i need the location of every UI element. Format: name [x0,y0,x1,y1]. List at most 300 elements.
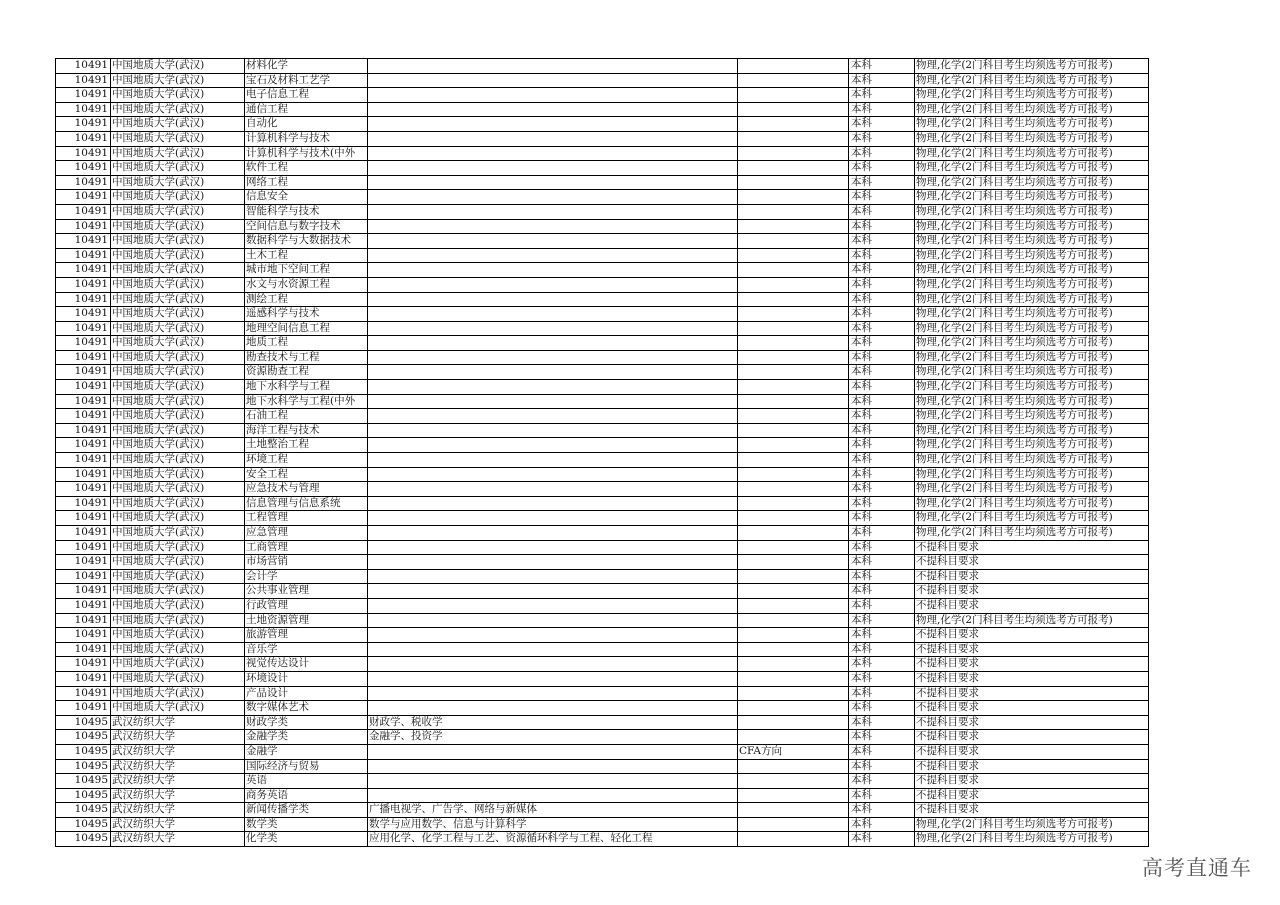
major-name-cell: 国际经济与贸易 [245,759,368,774]
level-cell: 本科 [849,307,915,322]
table-row [56,248,1149,263]
school-name-cell: 中国地质大学(武汉) [111,219,245,234]
major-name-cell: 数字媒体艺术 [245,701,368,716]
major-name-cell: 地理空间信息工程 [245,321,368,336]
remark-cell [738,774,849,789]
major-name-cell: 信息管理与信息系统 [245,496,368,511]
remark-cell [738,146,849,161]
level-cell: 本科 [849,701,915,716]
subject-requirement-cell: 不提科目要求 [915,701,1149,716]
remark-cell [738,657,849,672]
school-code-cell: 10491 [56,204,111,219]
included-majors-cell [368,657,738,672]
level-cell: 本科 [849,657,915,672]
table-row [56,584,1149,599]
subject-requirement-cell: 不提科目要求 [915,686,1149,701]
school-name-cell: 中国地质大学(武汉) [111,657,245,672]
school-name-cell: 中国地质大学(武汉) [111,394,245,409]
subject-requirement-cell: 不提科目要求 [915,803,1149,818]
table-row [56,321,1149,336]
subject-requirement-cell: 物理,化学(2门科目考生均须选考方可报考) [915,526,1149,541]
school-code-cell: 10491 [56,511,111,526]
remark-cell [738,409,849,424]
school-code-cell: 10491 [56,175,111,190]
table-row [56,496,1149,511]
included-majors-cell [368,175,738,190]
remark-cell [738,321,849,336]
remark-cell [738,730,849,745]
subject-requirement-cell: 不提科目要求 [915,642,1149,657]
level-cell: 本科 [849,350,915,365]
school-code-cell: 10491 [56,336,111,351]
school-name-cell: 中国地质大学(武汉) [111,628,245,643]
major-name-cell: 土地资源管理 [245,613,368,628]
remark-cell [738,234,849,249]
table-row [56,438,1149,453]
school-code-cell: 10491 [56,161,111,176]
included-majors-cell [368,642,738,657]
major-name-cell: 地下水科学与工程 [245,380,368,395]
major-name-cell: 会计学 [245,569,368,584]
level-cell: 本科 [849,234,915,249]
remark-cell [738,540,849,555]
school-code-cell: 10491 [56,598,111,613]
remark-cell [738,102,849,117]
school-code-cell: 10495 [56,759,111,774]
included-majors-cell [368,248,738,263]
school-code-cell: 10491 [56,73,111,88]
major-name-cell: 化学类 [245,832,368,847]
subject-requirement-cell: 物理,化学(2门科目考生均须选考方可报考) [915,146,1149,161]
table-row [56,788,1149,803]
school-name-cell: 中国地质大学(武汉) [111,642,245,657]
table-row [56,759,1149,774]
remark-cell [738,467,849,482]
included-majors-cell [368,526,738,541]
major-name-cell: 土木工程 [245,248,368,263]
included-majors-cell [368,511,738,526]
subject-requirement-cell: 物理,化学(2门科目考生均须选考方可报考) [915,832,1149,847]
level-cell: 本科 [849,540,915,555]
level-cell: 本科 [849,248,915,263]
school-name-cell: 武汉纺织大学 [111,730,245,745]
level-cell: 本科 [849,569,915,584]
remark-cell [738,394,849,409]
school-code-cell: 10491 [56,613,111,628]
level-cell: 本科 [849,628,915,643]
school-code-cell: 10491 [56,146,111,161]
major-name-cell: 环境设计 [245,671,368,686]
table-row [56,88,1149,103]
major-name-cell: 资源勘查工程 [245,365,368,380]
school-name-cell: 中国地质大学(武汉) [111,307,245,322]
school-code-cell: 10491 [56,88,111,103]
included-majors-cell [368,336,738,351]
included-majors-cell [368,628,738,643]
level-cell: 本科 [849,817,915,832]
remark-cell [738,701,849,716]
table-row [56,423,1149,438]
major-name-cell: 行政管理 [245,598,368,613]
remark-cell [738,817,849,832]
table-row [56,350,1149,365]
school-name-cell: 中国地质大学(武汉) [111,102,245,117]
school-code-cell: 10491 [56,321,111,336]
level-cell: 本科 [849,832,915,847]
major-name-cell: 财政学类 [245,715,368,730]
included-majors-cell [368,744,738,759]
major-name-cell: 应急技术与管理 [245,482,368,497]
table-row [56,817,1149,832]
level-cell: 本科 [849,671,915,686]
remark-cell [738,496,849,511]
school-name-cell: 武汉纺织大学 [111,774,245,789]
school-name-cell: 中国地质大学(武汉) [111,59,245,74]
school-name-cell: 中国地质大学(武汉) [111,423,245,438]
table-body [56,59,1149,847]
level-cell: 本科 [849,277,915,292]
school-name-cell: 中国地质大学(武汉) [111,613,245,628]
school-name-cell: 中国地质大学(武汉) [111,569,245,584]
school-name-cell: 中国地质大学(武汉) [111,263,245,278]
subject-requirement-cell: 物理,化学(2门科目考生均须选考方可报考) [915,161,1149,176]
major-name-cell: 城市地下空间工程 [245,263,368,278]
school-code-cell: 10491 [56,234,111,249]
remark-cell [738,613,849,628]
subject-requirement-cell: 物理,化学(2门科目考生均须选考方可报考) [915,102,1149,117]
remark-cell [738,642,849,657]
subject-requirement-cell: 物理,化学(2门科目考生均须选考方可报考) [915,817,1149,832]
remark-cell [738,365,849,380]
table-row [56,59,1149,74]
included-majors-cell [368,321,738,336]
school-code-cell: 10491 [56,59,111,74]
subject-requirement-cell: 不提科目要求 [915,774,1149,789]
school-name-cell: 中国地质大学(武汉) [111,146,245,161]
included-majors-cell [368,73,738,88]
major-name-cell: 金融学 [245,744,368,759]
school-name-cell: 中国地质大学(武汉) [111,496,245,511]
included-majors-cell: 财政学、税收学 [368,715,738,730]
school-name-cell: 中国地质大学(武汉) [111,438,245,453]
school-name-cell: 中国地质大学(武汉) [111,584,245,599]
remark-cell [738,715,849,730]
subject-requirement-cell: 物理,化学(2门科目考生均须选考方可报考) [915,307,1149,322]
subject-requirement-cell: 物理,化学(2门科目考生均须选考方可报考) [915,613,1149,628]
included-majors-cell [368,350,738,365]
school-code-cell: 10491 [56,365,111,380]
table-row [56,613,1149,628]
table-row [56,832,1149,847]
included-majors-cell [368,292,738,307]
school-name-cell: 中国地质大学(武汉) [111,453,245,468]
school-code-cell: 10495 [56,832,111,847]
school-name-cell: 中国地质大学(武汉) [111,131,245,146]
school-name-cell: 中国地质大学(武汉) [111,175,245,190]
included-majors-cell [368,759,738,774]
included-majors-cell [368,161,738,176]
remark-cell [738,307,849,322]
school-name-cell: 中国地质大学(武汉) [111,292,245,307]
major-name-cell: 通信工程 [245,102,368,117]
subject-requirement-cell: 物理,化学(2门科目考生均须选考方可报考) [915,453,1149,468]
included-majors-cell [368,496,738,511]
included-majors-cell [368,409,738,424]
table-row [56,307,1149,322]
level-cell: 本科 [849,715,915,730]
included-majors-cell [368,569,738,584]
level-cell: 本科 [849,59,915,74]
included-majors-cell [368,598,738,613]
school-code-cell: 10491 [56,569,111,584]
table-row [56,102,1149,117]
school-name-cell: 中国地质大学(武汉) [111,409,245,424]
level-cell: 本科 [849,394,915,409]
included-majors-cell [368,365,738,380]
major-name-cell: 应急管理 [245,526,368,541]
included-majors-cell [368,671,738,686]
school-name-cell: 中国地质大学(武汉) [111,234,245,249]
school-code-cell: 10491 [56,277,111,292]
table-row [56,263,1149,278]
school-name-cell: 中国地质大学(武汉) [111,161,245,176]
included-majors-cell [368,555,738,570]
major-name-cell: 旅游管理 [245,628,368,643]
major-name-cell: 安全工程 [245,467,368,482]
level-cell: 本科 [849,453,915,468]
school-code-cell: 10491 [56,686,111,701]
school-name-cell: 武汉纺织大学 [111,759,245,774]
subject-requirement-cell: 物理,化学(2门科目考生均须选考方可报考) [915,292,1149,307]
table-row [56,292,1149,307]
remark-cell [738,759,849,774]
level-cell: 本科 [849,102,915,117]
school-code-cell: 10495 [56,788,111,803]
school-code-cell: 10491 [56,642,111,657]
table-row [56,175,1149,190]
subject-requirement-cell: 不提科目要求 [915,759,1149,774]
remark-cell [738,555,849,570]
level-cell: 本科 [849,409,915,424]
school-code-cell: 10491 [56,467,111,482]
included-majors-cell [368,788,738,803]
level-cell: 本科 [849,511,915,526]
remark-cell [738,263,849,278]
major-name-cell: 市场营销 [245,555,368,570]
level-cell: 本科 [849,759,915,774]
table-row [56,380,1149,395]
table-row [56,744,1149,759]
school-code-cell: 10495 [56,817,111,832]
school-code-cell: 10491 [56,540,111,555]
table-row [56,234,1149,249]
subject-requirement-cell: 物理,化学(2门科目考生均须选考方可报考) [915,467,1149,482]
subject-requirement-cell: 物理,化学(2门科目考生均须选考方可报考) [915,277,1149,292]
remark-cell [738,336,849,351]
remark-cell [738,832,849,847]
remark-cell [738,190,849,205]
level-cell: 本科 [849,496,915,511]
level-cell: 本科 [849,190,915,205]
level-cell: 本科 [849,219,915,234]
enrollment-table [55,58,1149,847]
major-name-cell: 信息安全 [245,190,368,205]
school-name-cell: 中国地质大学(武汉) [111,701,245,716]
subject-requirement-cell: 物理,化学(2门科目考生均须选考方可报考) [915,234,1149,249]
level-cell: 本科 [849,263,915,278]
school-code-cell: 10491 [56,657,111,672]
table-row [56,628,1149,643]
subject-requirement-cell: 不提科目要求 [915,715,1149,730]
remark-cell [738,131,849,146]
level-cell: 本科 [849,336,915,351]
remark-cell [738,350,849,365]
subject-requirement-cell: 物理,化学(2门科目考生均须选考方可报考) [915,365,1149,380]
subject-requirement-cell: 物理,化学(2门科目考生均须选考方可报考) [915,380,1149,395]
major-name-cell: 土地整治工程 [245,438,368,453]
major-name-cell: 环境工程 [245,453,368,468]
included-majors-cell [368,307,738,322]
table-row [56,526,1149,541]
table-row [56,671,1149,686]
major-name-cell: 测绘工程 [245,292,368,307]
major-name-cell: 宝石及材料工艺学 [245,73,368,88]
school-name-cell: 中国地质大学(武汉) [111,277,245,292]
included-majors-cell [368,88,738,103]
remark-cell [738,686,849,701]
table-row [56,453,1149,468]
table-row [56,642,1149,657]
included-majors-cell [368,467,738,482]
school-code-cell: 10491 [56,453,111,468]
school-name-cell: 武汉纺织大学 [111,788,245,803]
school-code-cell: 10491 [56,190,111,205]
school-code-cell: 10491 [56,380,111,395]
level-cell: 本科 [849,321,915,336]
remark-cell [738,598,849,613]
remark-cell [738,380,849,395]
table-row [56,686,1149,701]
major-name-cell: 英语 [245,774,368,789]
major-name-cell: 音乐学 [245,642,368,657]
remark-cell [738,73,849,88]
school-name-cell: 中国地质大学(武汉) [111,350,245,365]
major-name-cell: 金融学类 [245,730,368,745]
subject-requirement-cell: 不提科目要求 [915,584,1149,599]
major-name-cell: 智能科学与技术 [245,204,368,219]
table-row [56,336,1149,351]
school-name-cell: 中国地质大学(武汉) [111,555,245,570]
included-majors-cell [368,482,738,497]
school-name-cell: 中国地质大学(武汉) [111,117,245,132]
subject-requirement-cell: 物理,化学(2门科目考生均须选考方可报考) [915,482,1149,497]
subject-requirement-cell: 不提科目要求 [915,598,1149,613]
level-cell: 本科 [849,744,915,759]
level-cell: 本科 [849,292,915,307]
major-name-cell: 网络工程 [245,175,368,190]
remark-cell [738,292,849,307]
table-row [56,365,1149,380]
subject-requirement-cell: 不提科目要求 [915,730,1149,745]
level-cell: 本科 [849,467,915,482]
level-cell: 本科 [849,642,915,657]
subject-requirement-cell: 物理,化学(2门科目考生均须选考方可报考) [915,88,1149,103]
included-majors-cell [368,423,738,438]
subject-requirement-cell: 物理,化学(2门科目考生均须选考方可报考) [915,263,1149,278]
school-code-cell: 10491 [56,409,111,424]
watermark-logo-text: 高考直通车 [1142,856,1252,880]
included-majors-cell [368,204,738,219]
school-name-cell: 武汉纺织大学 [111,744,245,759]
subject-requirement-cell: 物理,化学(2门科目考生均须选考方可报考) [915,394,1149,409]
included-majors-cell [368,277,738,292]
school-code-cell: 10495 [56,715,111,730]
subject-requirement-cell: 不提科目要求 [915,657,1149,672]
major-name-cell: 新闻传播学类 [245,803,368,818]
level-cell: 本科 [849,117,915,132]
level-cell: 本科 [849,730,915,745]
school-name-cell: 中国地质大学(武汉) [111,598,245,613]
school-name-cell: 中国地质大学(武汉) [111,248,245,263]
table-row [56,540,1149,555]
remark-cell: CFA方向 [738,744,849,759]
subject-requirement-cell: 物理,化学(2门科目考生均须选考方可报考) [915,204,1149,219]
major-name-cell: 商务英语 [245,788,368,803]
major-name-cell: 自动化 [245,117,368,132]
school-name-cell: 中国地质大学(武汉) [111,321,245,336]
school-code-cell: 10491 [56,394,111,409]
school-code-cell: 10491 [56,496,111,511]
subject-requirement-cell: 不提科目要求 [915,671,1149,686]
included-majors-cell: 广播电视学、广告学、网络与新媒体 [368,803,738,818]
major-name-cell: 空间信息与数字技术 [245,219,368,234]
school-name-cell: 中国地质大学(武汉) [111,204,245,219]
table-row [56,715,1149,730]
table-row [56,467,1149,482]
school-code-cell: 10491 [56,584,111,599]
table-row [56,277,1149,292]
level-cell: 本科 [849,584,915,599]
subject-requirement-cell: 不提科目要求 [915,555,1149,570]
major-name-cell: 计算机科学与技术 [245,131,368,146]
school-name-cell: 中国地质大学(武汉) [111,88,245,103]
school-name-cell: 武汉纺织大学 [111,803,245,818]
included-majors-cell [368,190,738,205]
subject-requirement-cell: 物理,化学(2门科目考生均须选考方可报考) [915,350,1149,365]
major-name-cell: 遥感科学与技术 [245,307,368,322]
major-name-cell: 计算机科学与技术(中外 [245,146,368,161]
school-code-cell: 10495 [56,803,111,818]
table-row [56,409,1149,424]
subject-requirement-cell: 不提科目要求 [915,540,1149,555]
table-row [56,131,1149,146]
included-majors-cell [368,59,738,74]
school-name-cell: 中国地质大学(武汉) [111,336,245,351]
remark-cell [738,788,849,803]
table-row [56,161,1149,176]
included-majors-cell: 数学与应用数学、信息与计算科学 [368,817,738,832]
subject-requirement-cell: 不提科目要求 [915,628,1149,643]
major-name-cell: 材料化学 [245,59,368,74]
school-code-cell: 10491 [56,219,111,234]
major-name-cell: 软件工程 [245,161,368,176]
school-code-cell: 10491 [56,671,111,686]
subject-requirement-cell: 物理,化学(2门科目考生均须选考方可报考) [915,131,1149,146]
subject-requirement-cell: 物理,化学(2门科目考生均须选考方可报考) [915,219,1149,234]
level-cell: 本科 [849,613,915,628]
table-row [56,204,1149,219]
school-code-cell: 10491 [56,423,111,438]
